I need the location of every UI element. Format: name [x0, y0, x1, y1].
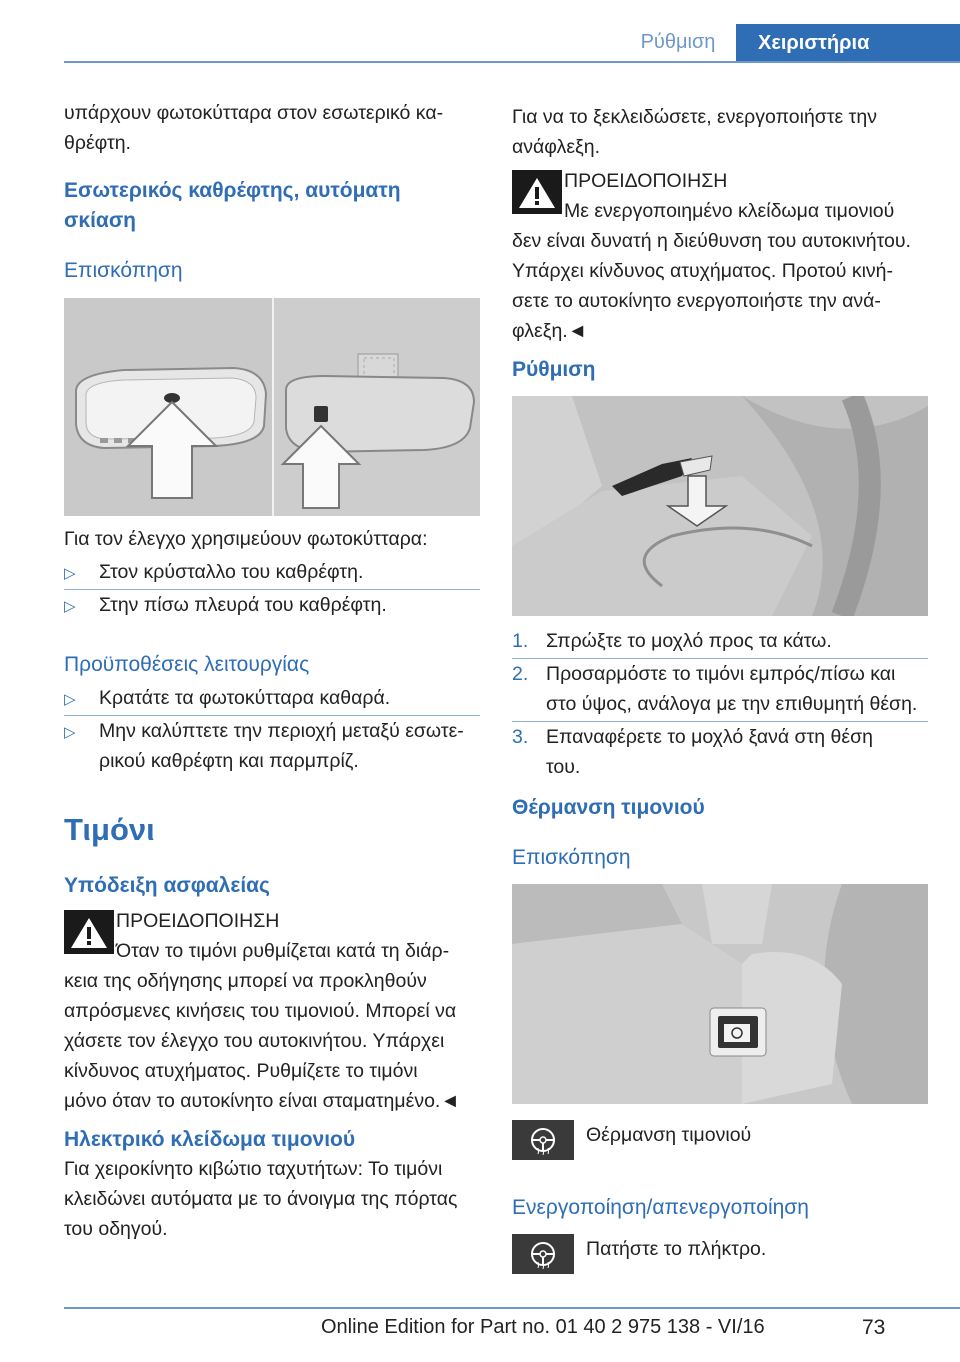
- warning-line: κίνδυνος ατυχήματος. Ρυθμίζετε το τιμόνι: [64, 1060, 418, 1082]
- mirror-illustration: [64, 298, 480, 516]
- lock-line: κλειδώνει αυτόματα με το άνοιγμα της πόρτας: [64, 1188, 458, 1210]
- header-rule: [64, 61, 960, 63]
- intro-line: υπάρχουν φωτοκύτταρα στον εσωτερικό κα‐: [64, 102, 444, 124]
- heading-adjust: Ρύθμιση: [512, 358, 596, 381]
- heading-safety-note: Υπόδειξη ασφαλείας: [64, 874, 270, 897]
- step-text: Επαναφέρετε το μοχλό ξανά στη θέση: [546, 726, 873, 748]
- heating-figure: [512, 884, 928, 1104]
- heading-prerequisites: Προϋποθέσεις λειτουργίας: [64, 653, 310, 676]
- warning-line: δεν είναι δυνατή η διεύθυνση του αυτοκινήτου.: [512, 230, 911, 252]
- warning-triangle-icon: [512, 170, 562, 214]
- footer-rule: [64, 1307, 960, 1309]
- bullet-text-cont: ρικού καθρέφτη και παρμπρίζ.: [99, 750, 359, 772]
- step-number: 2.: [512, 663, 529, 685]
- warning-line: Με ενεργοποιημένο κλείδωμα τιμονιού: [564, 200, 895, 222]
- intro-line: θρέφτη.: [64, 132, 131, 154]
- triangle-right-icon: ▷: [64, 691, 76, 708]
- warning-triangle-icon: [64, 910, 114, 954]
- triangle-right-icon: ▷: [64, 598, 76, 615]
- steering-lever-figure: [512, 396, 928, 616]
- warning-line: σετε το αυτοκίνητο ενεργοποιήστε την ανά‐: [512, 290, 881, 312]
- steering-wheel-heat-button[interactable]: [512, 1234, 574, 1274]
- heading-interior-mirror: Εσωτερικός καθρέφτης, αυτόματη: [64, 179, 401, 202]
- heading-steering-wheel: Τιμόνι: [64, 812, 155, 847]
- bullet-item: [64, 557, 480, 587]
- bullet-text: Στον κρύσταλλο του καθρέφτη.: [99, 561, 364, 583]
- bullet-text: Κρατάτε τα φωτοκύτταρα καθαρά.: [99, 687, 391, 709]
- footer-edition: Online Edition for Part no. 01 40 2 975 138 - VI/16: [321, 1316, 765, 1338]
- heading-steering-lock: Ηλεκτρικό κλείδωμα τιμονιού: [64, 1128, 356, 1151]
- warning-line: φλεξη.◄: [512, 320, 588, 342]
- page-number: 73: [862, 1316, 886, 1339]
- header-tab-controls[interactable]: Χειριστήρια: [736, 24, 960, 63]
- unlock-line: Για να το ξεκλειδώσετε, ενεργοποιήστε την: [512, 106, 877, 128]
- warning-line: κεια της οδήγησης μπορεί να προκληθούν: [64, 970, 427, 992]
- heading-interior-mirror-cont: σκίαση: [64, 209, 137, 232]
- mirror-figure: [64, 298, 480, 516]
- heading-overview: Επισκόπηση: [512, 846, 631, 869]
- step-text: του.: [546, 756, 581, 778]
- bullet-item: [64, 590, 480, 620]
- triangle-right-icon: ▷: [64, 565, 76, 582]
- steering-wheel-heat-icon: [528, 1239, 558, 1269]
- triangle-right-icon: ▷: [64, 724, 76, 741]
- bullet-text: Μην καλύπτετε την περιοχή μεταξύ εσωτε‐: [99, 720, 464, 742]
- heading-on-off: Ενεργοποίηση/απενεργοποίηση: [512, 1196, 809, 1219]
- unlock-line: ανάφλεξη.: [512, 136, 601, 158]
- lock-line: του οδηγού.: [64, 1218, 168, 1240]
- warning-line: Όταν το τιμόνι ρυθμίζεται κατά τη διάρ‐: [116, 940, 450, 962]
- photocell-caption: Για τον έλεγχο χρησιμεύουν φωτοκύτταρα:: [64, 528, 428, 550]
- press-button-label: Πατήστε το πλήκτρο.: [586, 1238, 767, 1260]
- warning-line: απρόσμενες κινήσεις του τιμονιού. Μπορεί να: [64, 1000, 457, 1022]
- header-tab-adjust[interactable]: Ρύθμιση: [640, 31, 716, 53]
- steering-wheel-heat-icon: [512, 1120, 574, 1160]
- warning-line: χάσετε τον έλεγχο του αυτοκινήτου. Υπάρχει: [64, 1030, 445, 1052]
- heating-label: Θέρμανση τιμονιού: [586, 1124, 752, 1146]
- warning-line: Υπάρχει κίνδυνος ατυχήματος. Προτού κινή‐: [512, 260, 893, 282]
- heading-steering-heating: Θέρμανση τιμονιού: [512, 796, 705, 819]
- step-number: 1.: [512, 630, 529, 652]
- warning-title: ΠΡΟΕΙΔΟΠΟΙΗΣΗ: [116, 910, 280, 932]
- step-text: Προσαρμόστε το τιμόνι εμπρός/πίσω και: [546, 663, 896, 685]
- lock-line: Για χειροκίνητο κιβώτιο ταχυτήτων: Το τιμόνι: [64, 1158, 443, 1180]
- bullet-text: Στην πίσω πλευρά του καθρέφτη.: [99, 594, 387, 616]
- bullet-item: [64, 683, 480, 713]
- heating-illustration: [512, 884, 928, 1104]
- steering-lever-illustration: [512, 396, 928, 616]
- warning-line: μόνο όταν το αυτοκίνητο είναι σταματημένο.◄: [64, 1090, 460, 1112]
- warning-title: ΠΡΟΕΙΔΟΠΟΙΗΣΗ: [564, 170, 728, 192]
- heading-overview: Επισκόπηση: [64, 259, 183, 282]
- step-text: στο ύψος, ανάλογα με την επιθυμητή θέση.: [546, 693, 918, 715]
- step-text: Σπρώξτε το μοχλό προς τα κάτω.: [546, 630, 832, 652]
- step-number: 3.: [512, 726, 529, 748]
- bullet-item: [64, 716, 480, 776]
